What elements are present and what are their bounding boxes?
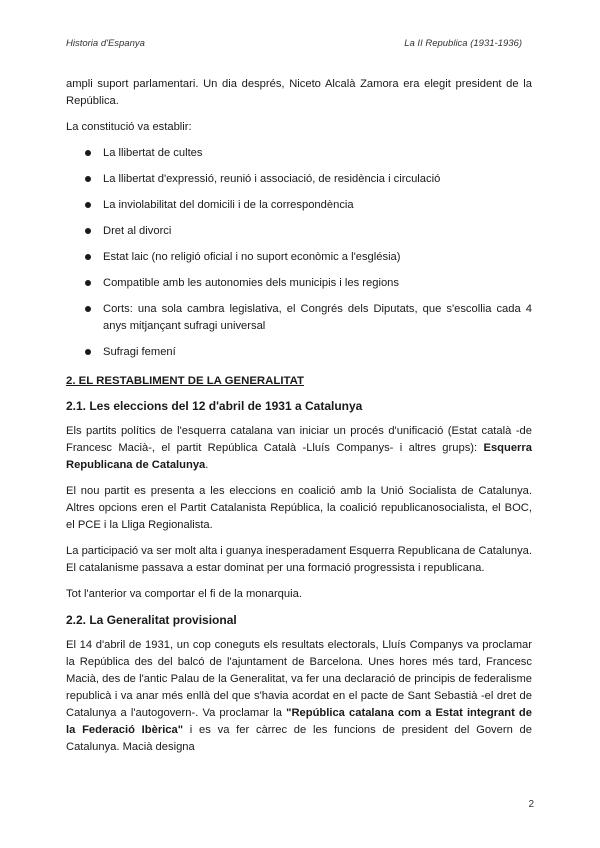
bullet-icon (85, 254, 91, 260)
paragraph: ampli suport parlamentari. Un dia després, Niceto Alcalà Zamora era elegit president de la República. (66, 78, 532, 107)
list-item (66, 145, 532, 162)
list-item-text: Corts: una sola cambra legislativa, el Congrés dels Diputats, que s'escollia cada 4 anys mitjançant sufragi universal (103, 303, 532, 332)
list-item-text: Sufragi femení (103, 346, 176, 358)
list-item-text: Compatible amb les autonomies dels municipis i les regions (103, 277, 399, 289)
list-item-text: La inviolabilitat del domicili i de la correspondència (103, 199, 354, 211)
document-body (66, 76, 532, 765)
paragraph: El nou partit es presenta a les eleccions en coalició amb la Unió Socialista de Catalunya. Altres opcions eren el Partit Catalanista República, la coalició republicanosocialista, el BOC, el PCE i la Lliga Regionalista. (66, 485, 532, 531)
bullet-icon (85, 280, 91, 286)
bullet-icon (85, 228, 91, 234)
paragraph: El 14 d'abril de 1931, un cop coneguts els resultats electorals, Lluís Companys va proclamar la República des del balcó de l'ajuntament de Barcelona. Unes hores més tard, Francesc Macià, des de l'antic Palau de la Generalitat, va fer una declaració de principis de federalisme republicà i va anar més enllà del que s'havia acordat en el pacte de Sant Sebastià -el dret de Catalunya a l'autogovern-. Va proclamar la "República catalana com a Estat integrant de la Federació Ibèrica" i es va fer càrrec de les funcions de president del Govern de Catalunya. Macià designa (66, 639, 532, 753)
running-header-right: La II Republica (1931-1936) (404, 38, 522, 49)
list-item (66, 344, 532, 361)
list-item (66, 197, 532, 214)
section-heading: 2. EL RESTABLIMENT DE LA GENERALITAT (66, 375, 304, 387)
page-number: 2 (528, 799, 534, 810)
proclamation-bold: "República catalana com a Estat integrant de la Federació Ibèrica" (66, 707, 532, 736)
list-item (66, 301, 532, 335)
bullet-icon (85, 150, 91, 156)
list-item (66, 223, 532, 240)
list-item (66, 275, 532, 292)
list-item-text: Dret al divorci (103, 225, 172, 237)
list-item (66, 171, 532, 188)
bullet-icon (85, 202, 91, 208)
list-item-text: Estat laic (no religió oficial i no suport econòmic a l'església) (103, 251, 401, 263)
paragraph: La constitució va establir: (66, 121, 192, 133)
bullet-icon (85, 306, 91, 312)
list-item-text: La llibertat d'expressió, reunió i associació, de residència i circulació (103, 173, 441, 185)
subsection-heading: 2.2. La Generalitat provisional (66, 613, 237, 627)
paragraph: Els partits polítics de l'esquerra catalana van iniciar un procés d'unificació (Estat català -de Francesc Macià-, el partit República Català -Lluís Companys- i altres grups): Esquerra Republicana de Catalunya. (66, 425, 532, 471)
party-name-bold: Esquerra Republicana de Catalunya (66, 442, 532, 471)
paragraph: Tot l'anterior va comportar el fi de la monarquia. (66, 588, 302, 600)
list-item-text: La llibertat de cultes (103, 147, 203, 159)
bullet-icon (85, 176, 91, 182)
bullet-icon (85, 349, 91, 355)
paragraph: La participació va ser molt alta i guanya inesperadament Esquerra Republicana de Catalunya. El catalanisme passava a estar dominat per una formació progressista i republicana. (66, 545, 532, 574)
constitution-list (66, 145, 532, 361)
subsection-heading: 2.1. Les eleccions del 12 d'abril de 1931 a Catalunya (66, 399, 363, 413)
running-header-left: Historia d'Espanya (66, 38, 145, 49)
list-item (66, 249, 532, 266)
